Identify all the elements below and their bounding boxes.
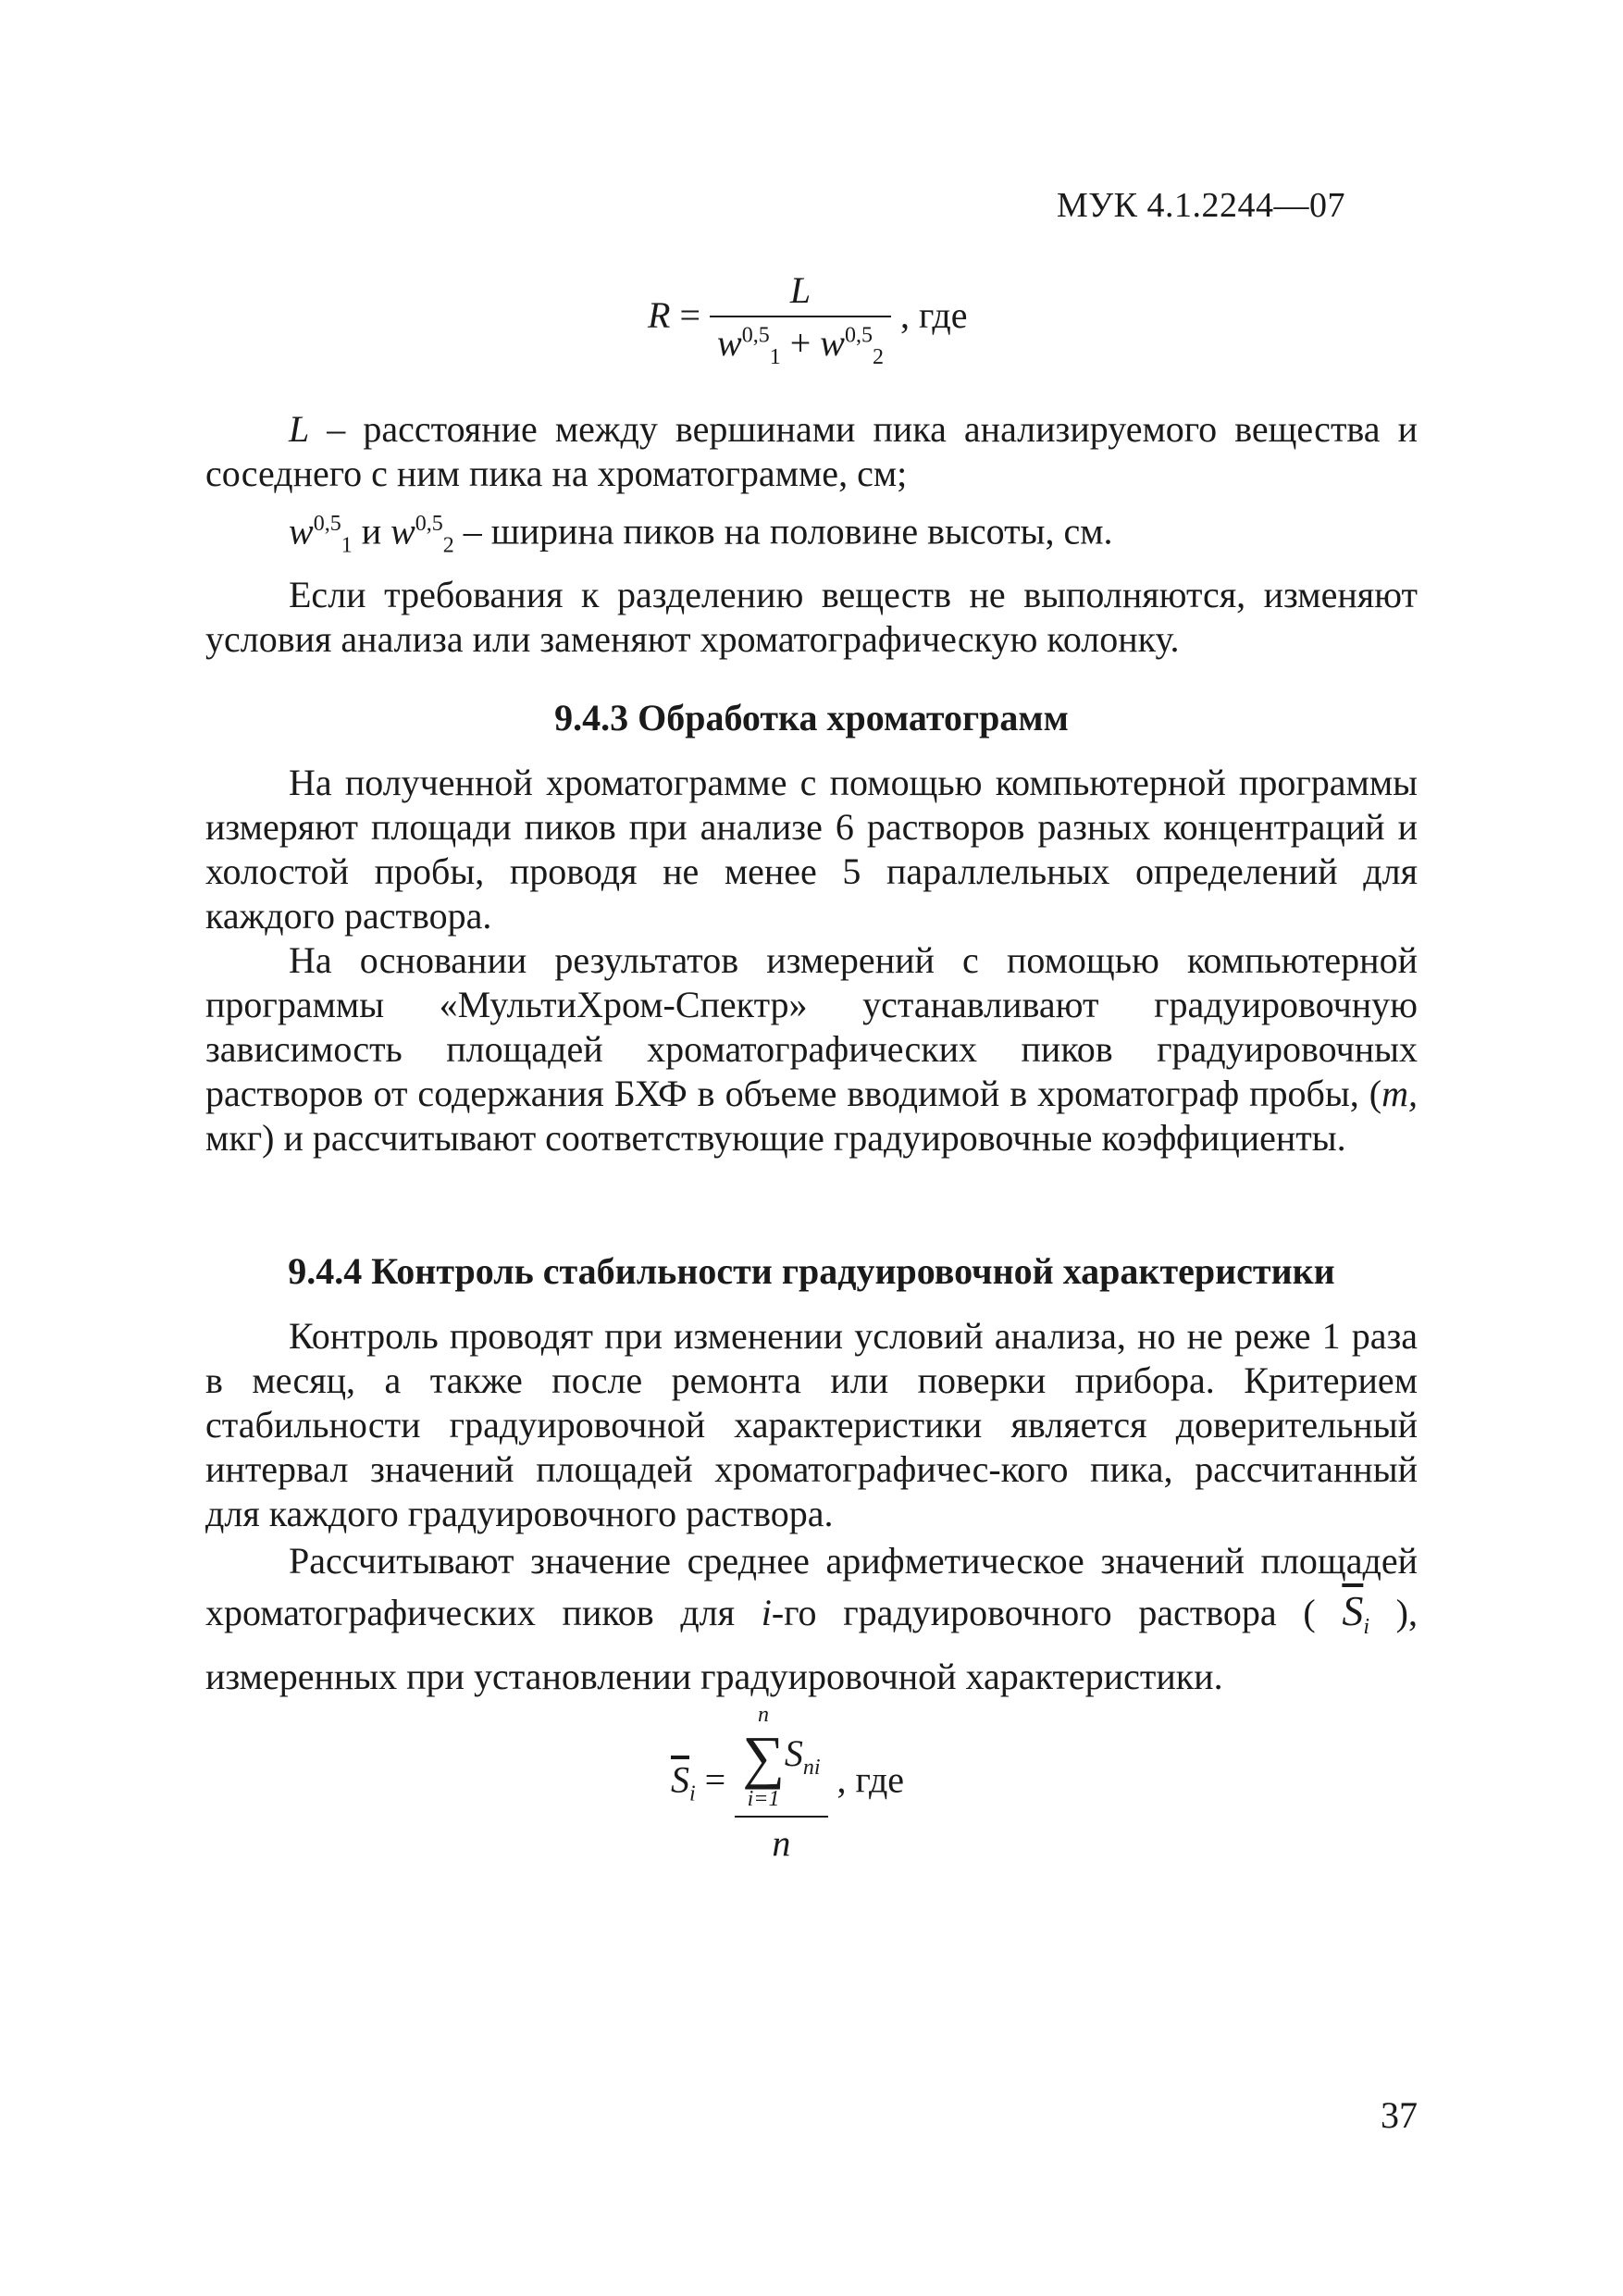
sum-block [742, 1703, 785, 1812]
S-mean-symbol: $\overline{S}$ [1342, 1587, 1364, 1634]
sum-term-sub: ni [802, 1756, 821, 1781]
definitions-block [205, 407, 1418, 662]
formula2-numerator [735, 1703, 827, 1816]
formula2-lhs: $\overline{S}$ [671, 1758, 689, 1801]
section-943-para1: На полученной хроматограмме с помощью компьютерной программы измеряют площади пиков при анализе 6 растворов разных концентраций и холостой пробы, проводя не менее 5 параллельных определений для каждого раствора. [205, 762, 1418, 937]
mean-area-formula [671, 1703, 904, 1865]
formula-numerator: L [789, 269, 812, 311]
w1-def-sup: 0,5 [313, 512, 341, 536]
formula-where: , где [899, 294, 968, 337]
definition-L [205, 407, 1418, 496]
formula2-eq: = [704, 1758, 726, 1801]
i-symbol: i [761, 1592, 772, 1633]
section-943-para2 [205, 938, 1418, 1160]
w1-sup: 0,5 [741, 323, 770, 348]
document-number-header: МУК 4.1.2244—07 [1056, 186, 1345, 225]
w2-symbol: w [820, 322, 845, 364]
formula2-fraction [735, 1703, 827, 1865]
sum-lower-limit: i=1 [747, 1787, 780, 1811]
sum-term: S [784, 1732, 803, 1775]
para2-text-a: На основании результатов измерений с помощью компьютерной программы «МультиХром-Спектр» устанавливают градуировочную зависимость площадей хроматографических пиков градуировочных растворов от содержания БХФ в объеме вводимой в хроматограф пробы, ( [205, 939, 1418, 1114]
section-943-body [205, 761, 1418, 1160]
w2-def-sub: 2 [442, 533, 454, 558]
para2-944-text-c: ), измеренных при установлении градуировочной характеристики. [205, 1592, 1418, 1697]
w2-def-sup: 0,5 [415, 512, 443, 536]
and-word: и [352, 510, 391, 552]
section-944-title: 9.4.4 Контроль стабильности градуировочной характеристики [288, 1250, 1335, 1292]
formula-denominator [710, 317, 891, 370]
page-number: 37 [1381, 2094, 1418, 2136]
plus-sign: + [789, 322, 812, 364]
sum-icon: ∑ [742, 1724, 785, 1790]
formula-fraction [710, 268, 891, 370]
sum-upper-limit: n [758, 1703, 770, 1727]
w1-symbol: w [717, 322, 742, 364]
formula2-denominator: n [772, 1822, 791, 1864]
para2-944-text-a: Рассчитывают значение среднее арифметическое значений площадей хроматографических пиков для [205, 1540, 1418, 1633]
L-definition-text: – расстояние между вершинами пика анализируемого вещества и соседнего с ним пика на хроматограмме, см; [205, 408, 1418, 494]
formula2-lhs-sub: i [689, 1781, 696, 1806]
section-944-body [205, 1314, 1418, 1702]
w2-sup: 0,5 [844, 323, 873, 348]
formula2-where: , где [836, 1758, 905, 1801]
resolution-formula [648, 268, 967, 370]
w1-sub: 1 [769, 345, 781, 369]
w-definition-text: – ширина пиков на половине высоты, см. [453, 510, 1113, 552]
formula-eq: = [679, 294, 700, 337]
requirements-paragraph: Если требования к разделению веществ не выполняются, изменяют условия анализа или заменяют хроматографическую колонку. [205, 574, 1418, 661]
S-mean-sub: i [1363, 1615, 1369, 1639]
section-943-title: 9.4.3 Обработка хроматограмм [554, 697, 1069, 738]
section-944-para1: Контроль проводят при изменении условий анализа, но не реже 1 раза в месяц, а также после ремонта или поверки прибора. Критерием стабильности градуировочной характеристики является доверительный интервал значений площадей хроматографичес-кого пика, рассчитанный для каждого градуировочного раствора. [205, 1315, 1418, 1534]
w2-sub: 2 [872, 345, 884, 369]
para2-text-b: мкг) и рассчитывают соответствующие градуировочные коэффициенты. [205, 1117, 1346, 1159]
formula-lhs: R [648, 294, 671, 337]
section-944-para2 [205, 1536, 1418, 1702]
w1-def-symbol: w [289, 510, 314, 552]
para2-944-text-b: -го градуировочного раствора ( [771, 1592, 1343, 1633]
w2-def-symbol: w [390, 510, 415, 552]
m-symbol: m, [1381, 1073, 1418, 1114]
w1-def-sub: 1 [341, 533, 353, 558]
L-symbol: L [289, 408, 310, 450]
definition-w [205, 502, 1418, 567]
